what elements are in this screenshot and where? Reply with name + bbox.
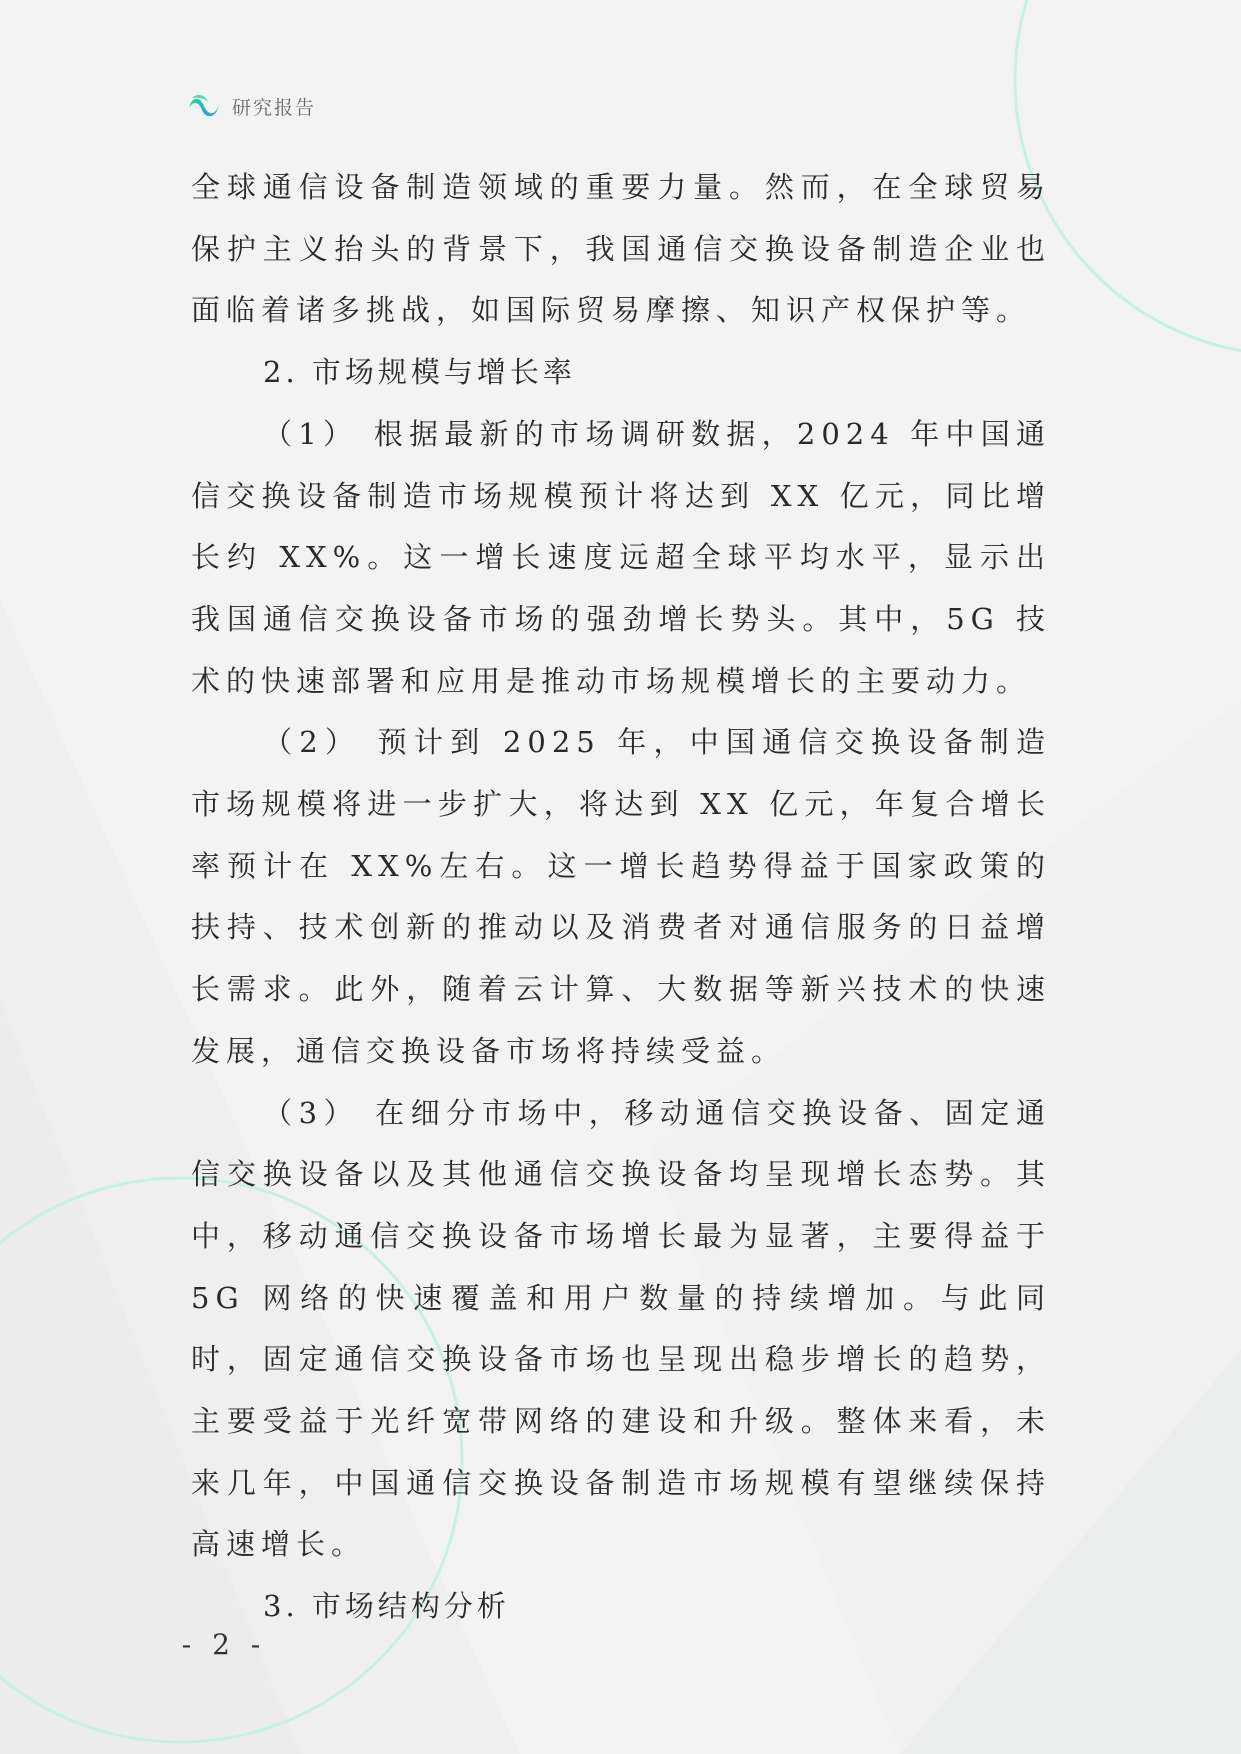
page-header	[186, 88, 316, 124]
section-heading-market-structure: 3. 市场结构分析	[263, 1589, 510, 1624]
brand-logo-icon	[186, 88, 222, 124]
header-title: 研究报告	[232, 96, 317, 119]
section-heading-market-size: 2. 市场规模与增长率	[263, 355, 576, 390]
document-body	[191, 157, 1051, 1638]
paragraph-continuation: 全球通信设备制造领域的重要力量。然而，在全球贸易保护主义抬头的背景下，我国通信交换设备制造企业也面临着诸多挑战，如国际贸易摩擦、知识产权保护等。	[191, 170, 1051, 328]
paragraph-item-2: （2） 预计到 2025 年，中国通信交换设备制造市场规模将进一步扩大，将达到 XX 亿元，年复合增长率预计在 XX%左右。这一增长趋势得益于国家政策的扶持、技术创新的推动以及消费者对通信服务的日益增长需求。此外，随着云计算、大数据等新兴技术的快速发展，通信交换设备市场将持续受益。	[191, 725, 1051, 1068]
paragraph-item-3: （3） 在细分市场中，移动通信交换设备、固定通信交换设备以及其他通信交换设备均呈现增长态势。其中，移动通信交换设备市场增长最为显著，主要得益于 5G 网络的快速覆盖和用户数量的持续增加。与此同时，固定通信交换设备市场也呈现出稳步增长的趋势，主要受益于光纤宽带网络的建设和升级。整体来看，未来几年，中国通信交换设备制造市场规模有望继续保持高速增长。	[191, 1095, 1051, 1562]
page-number: - 2 -	[181, 1628, 267, 1661]
paragraph-item-1: （1） 根据最新的市场调研数据，2024 年中国通信交换设备制造市场规模预计将达到 XX 亿元，同比增长约 XX%。这一增长速度远超全球平均水平，显示出我国通信交换设备市场的强劲增长势头。其中，5G 技术的快速部署和应用是推动市场规模增长的主要动力。	[191, 416, 1051, 698]
